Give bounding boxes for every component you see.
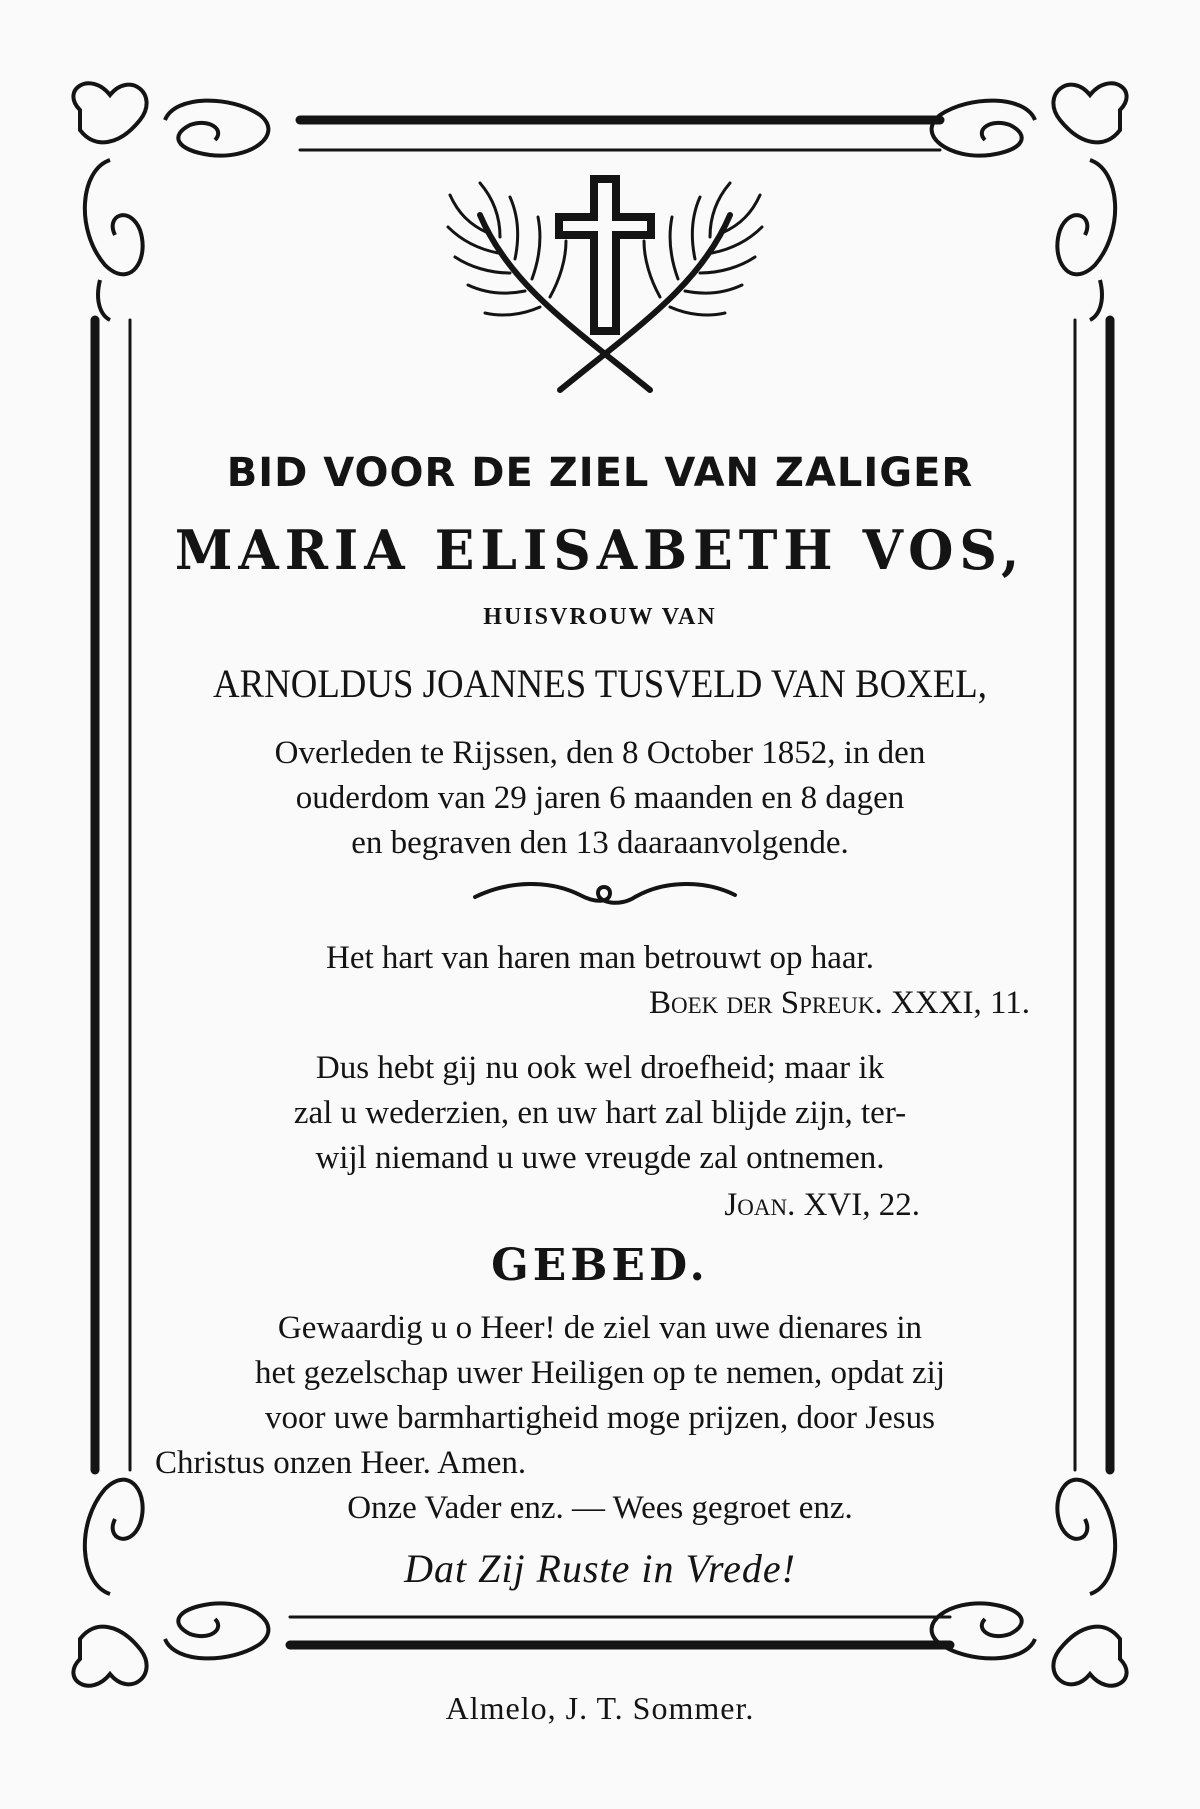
quote-2-line-2: zal u wederzien, en uw hart zal blijde zijn, ter- bbox=[293, 1095, 907, 1131]
quote-2-line-3: wijl niemand u uwe vreugde zal ontnemen. bbox=[315, 1140, 885, 1176]
printer-imprint: Almelo, J. T. Sommer. bbox=[445, 1690, 755, 1726]
spouse-name: ARNOLDUS JOANNES TUSVELD VAN BOXEL, bbox=[213, 661, 987, 706]
spouse-label: HUISVROUW VAN bbox=[483, 604, 717, 630]
quote-2-reference: Joan. XVI, 22. bbox=[724, 1187, 920, 1223]
prayer-title: GEBED. bbox=[491, 1240, 709, 1291]
quote-2-line-1: Dus hebt gij nu ook wel droefheid; maar ik bbox=[315, 1050, 885, 1086]
death-notice-line-3: en begraven den 13 daaraanvolgende. bbox=[351, 825, 849, 861]
closing-blessing: Dat Zij Ruste in Vrede! bbox=[404, 1546, 796, 1591]
quote-1-text: Het hart van haren man betrouwt op haar. bbox=[326, 940, 874, 976]
flourish-divider-icon bbox=[470, 875, 740, 915]
heading: BID VOOR DE ZIEL VAN ZALIGER bbox=[226, 450, 974, 496]
death-notice-line-2: ouderdom van 29 jaren 6 maanden en 8 dagen bbox=[295, 780, 905, 816]
quote-1-reference: Boek der Spreuk. XXXI, 11. bbox=[648, 985, 1030, 1021]
deceased-name: MARIA ELISABETH VOS, bbox=[174, 518, 1026, 583]
corner-top-right bbox=[932, 83, 1127, 320]
prayer-line-3: voor uwe barmhartigheid moge prijzen, door Jesus bbox=[265, 1400, 935, 1436]
death-notice-line-1: Overleden te Rijssen, den 8 October 1852, in den bbox=[274, 735, 926, 771]
prayer-line-1: Gewaardig u o Heer! de ziel van uwe dienares in bbox=[277, 1310, 923, 1346]
corner-top-left bbox=[73, 83, 268, 320]
prayer-line-4: Christus onzen Heer. Amen. bbox=[155, 1445, 527, 1481]
cross-with-palm-branches-icon bbox=[440, 175, 770, 415]
prayer-line-2: het gezelschap uwer Heiligen op te nemen, opdat zij bbox=[255, 1355, 945, 1391]
prayer-line-5: Onze Vader enz. — Wees gegroet enz. bbox=[347, 1490, 853, 1526]
